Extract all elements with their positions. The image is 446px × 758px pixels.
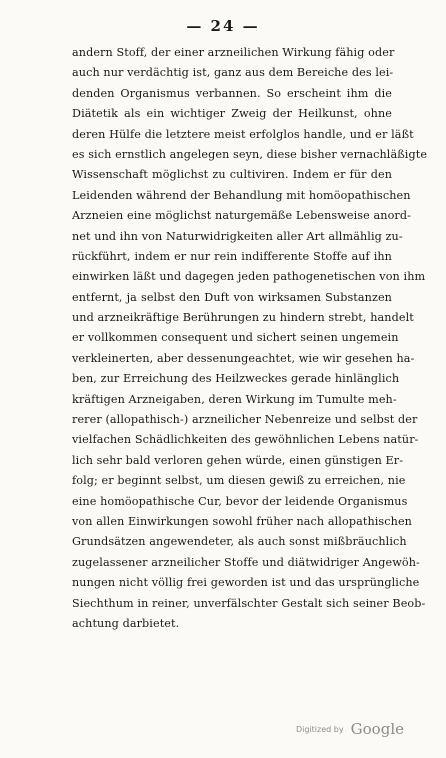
text-line: achtung darbietet. (72, 616, 180, 630)
text-line: Grundsätzen angewendeter, als auch sonst mißbräuchlich (72, 535, 407, 549)
text-line: Wissenschaft möglichst zu cultiviren. Indem er für den (72, 168, 392, 182)
text-line: verkleinerten, aber dessenungeachtet, wie wir gesehen ha- (72, 351, 415, 365)
text-line: einwirken läßt und dagegen jeden pathogenetischen von ihm (72, 270, 426, 284)
text-line: rerer (allopathisch-) arzneilicher Nebenreize und selbst der (72, 413, 418, 427)
text-line: folg; er beginnt selbst, um diesen gewiß zu erreichen, nie (72, 474, 406, 488)
text-line: auch nur verdächtig ist, ganz aus dem Bereiche des lei- (72, 66, 394, 80)
text-line: entfernt, ja selbst den Duft von wirksamen Substanzen (72, 290, 392, 304)
text-line: denden Organismus verbannen. So erscheint ihm die (72, 86, 392, 100)
body-text (72, 43, 428, 634)
text-line: von allen Einwirkungen sowohl früher nach allopathischen (72, 514, 412, 528)
text-line: net und ihn von Naturwidrigkeiten aller Art allmählig zu- (72, 229, 403, 243)
text-line: Arzneien eine möglichst naturgemäße Lebensweise anord- (72, 209, 412, 223)
google-logo: Google (350, 720, 404, 738)
text-line: kräftigen Arzneigaben, deren Wirkung im Tumulte meh- (72, 392, 397, 406)
digitization-watermark (296, 719, 404, 738)
text-line: und arzneikräftige Berührungen zu hindern strebt, handelt (72, 311, 414, 325)
text-line: ben, zur Erreichung des Heilzweckes gerade hinlänglich (72, 372, 400, 386)
text-line: es sich ernstlich angelegen seyn, diese bisher vernachläßigte (72, 147, 428, 161)
text-line: deren Hülfe die letztere meist erfolglos handle, und er läßt (72, 127, 414, 141)
text-line: Siechthum in reiner, unverfälschter Gestalt sich seiner Beob- (72, 596, 426, 610)
text-line: eine homöopathische Cur, bevor der leidende Organismus (72, 494, 408, 508)
text-line: Leidenden während der Behandlung mit homöopathischen (72, 188, 411, 202)
text-line: nungen nicht völlig frei geworden ist und das ursprüngliche (72, 576, 420, 590)
text-line: andern Stoff, der einer arzneilichen Wirkung fähig oder (72, 46, 395, 59)
text-line: vielfachen Schädlichkeiten des gewöhnlichen Lebens natür- (72, 433, 419, 447)
text-line: lich sehr bald verloren gehen würde, einen günstigen Er- (72, 453, 404, 467)
watermark-prefix: Digitized by (295, 725, 344, 734)
text-line: Diätetik als ein wichtiger Zweig der Heilkunst, ohne (72, 107, 392, 121)
text-line: rückführt, indem er nur rein indifferente Stoffe auf ihn (72, 249, 392, 263)
text-line: zugelassener arzneilicher Stoffe und diätwidriger Angewöh- (72, 555, 420, 569)
text-line: er vollkommen consequent und sichert seinen ungemein (72, 331, 399, 345)
page-number: — 24 — (186, 17, 260, 35)
